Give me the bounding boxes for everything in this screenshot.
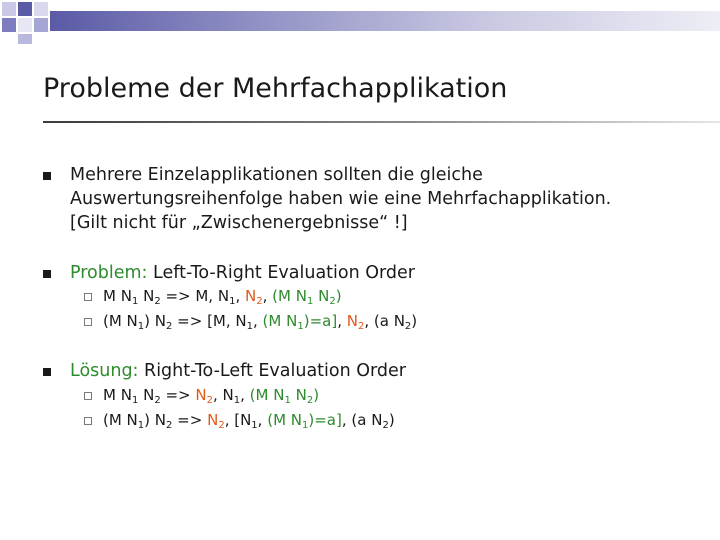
formula-fragment: 2 — [256, 296, 263, 307]
formula-fragment: (M N — [262, 312, 298, 330]
formula-fragment: , — [240, 386, 250, 404]
formula-fragment: 2 — [218, 420, 225, 431]
formula-fragment: 1 — [284, 395, 291, 406]
formula-fragment: 2 — [206, 395, 213, 406]
formula-fragment: 2 — [306, 395, 314, 406]
formula-fragment: , (a N — [341, 411, 383, 429]
formula-fragment: , — [337, 312, 347, 330]
formula-fragment: ) N — [144, 312, 167, 330]
formula-fragment: 2 — [154, 395, 161, 406]
hollow-square-bullet-icon — [84, 417, 92, 425]
square-bullet-icon — [43, 270, 51, 278]
formula-fragment: 1 — [302, 420, 309, 431]
formula-fragment: , — [262, 287, 273, 305]
formula-fragment: => — [160, 386, 196, 404]
formula-fragment: , — [257, 411, 268, 429]
formula-fragment: , — [253, 312, 263, 330]
formula-fragment: (M N — [103, 312, 138, 330]
hollow-square-bullet-icon — [84, 318, 92, 326]
formula-fragment: )=a] — [308, 411, 342, 429]
header-decoration — [0, 0, 720, 45]
bullet-2-sub-1 — [103, 286, 342, 306]
formula-fragment: 1 — [251, 420, 258, 431]
formula-fragment: 2 — [166, 321, 173, 332]
header-gradient-bar — [50, 11, 720, 31]
deco-square — [2, 18, 16, 32]
solution-label: Lösung: — [70, 361, 139, 381]
formula-fragment: N — [290, 386, 307, 404]
formula-fragment: ) — [335, 287, 342, 305]
bullet-3-sub-2 — [103, 410, 395, 430]
formula-fragment: 2 — [166, 420, 173, 431]
bullet-1-line-1: Mehrere Einzelapplikationen sollten die gleiche — [70, 165, 483, 185]
formula-fragment: 1 — [131, 296, 139, 307]
deco-square — [34, 2, 48, 16]
deco-square — [2, 2, 16, 16]
deco-square — [18, 34, 32, 44]
problem-label: Problem: — [70, 263, 148, 283]
formula-fragment: 2 — [404, 321, 412, 332]
formula-fragment: 2 — [329, 296, 336, 307]
square-bullet-icon — [43, 172, 51, 180]
deco-square — [18, 2, 32, 16]
formula-fragment: 1 — [137, 321, 145, 332]
formula-fragment: (M N — [103, 411, 138, 429]
formula-fragment: => M, N — [160, 287, 230, 305]
formula-fragment: 1 — [246, 321, 253, 332]
problem-text: Left-To-Right Evaluation Order — [147, 263, 415, 283]
formula-fragment: , (a N — [364, 312, 405, 330]
title-underline — [43, 121, 720, 123]
hollow-square-bullet-icon — [84, 392, 92, 400]
formula-fragment: 2 — [154, 296, 161, 307]
formula-fragment: ) — [411, 312, 418, 330]
formula-fragment: M N — [103, 287, 132, 305]
formula-fragment: N — [138, 386, 155, 404]
formula-fragment: (M N — [267, 411, 303, 429]
formula-fragment: 1 — [137, 420, 145, 431]
bullet-3-text — [70, 359, 406, 383]
formula-fragment: N — [244, 287, 257, 305]
solution-text: Right-To-Left Evaluation Order — [138, 361, 407, 381]
slide-title: Probleme der Mehrfachapplikation — [43, 73, 508, 104]
formula-fragment: => [M, N — [172, 312, 247, 330]
formula-fragment: M N — [103, 386, 132, 404]
formula-fragment: , [N — [224, 411, 252, 429]
formula-fragment: N — [313, 287, 330, 305]
bullet-3-sub-1 — [103, 385, 319, 405]
formula-fragment: 2 — [357, 321, 365, 332]
formula-fragment: N — [346, 312, 358, 330]
square-bullet-icon — [43, 368, 51, 376]
formula-fragment: 1 — [297, 321, 304, 332]
hollow-square-bullet-icon — [84, 293, 92, 301]
formula-fragment: 1 — [229, 296, 236, 307]
formula-fragment: , — [235, 287, 245, 305]
formula-fragment: N — [195, 386, 207, 404]
bullet-1-line-2: Auswertungsreihenfolge haben wie eine Mehrfachapplikation. — [70, 189, 612, 209]
formula-fragment: 1 — [233, 395, 241, 406]
formula-fragment: => — [172, 411, 208, 429]
formula-fragment: )=a] — [303, 312, 338, 330]
formula-fragment: (M N — [272, 287, 307, 305]
formula-fragment: 1 — [131, 395, 139, 406]
formula-fragment: 1 — [306, 296, 314, 307]
formula-fragment: 2 — [382, 420, 389, 431]
formula-fragment: N — [207, 411, 219, 429]
bullet-2-sub-2 — [103, 311, 417, 331]
deco-square — [18, 18, 32, 32]
formula-fragment: ) — [313, 386, 320, 404]
bullet-1-line-3: [Gilt nicht für „Zwischenergebnisse“ !] — [70, 213, 408, 233]
formula-fragment: (M N — [249, 386, 285, 404]
formula-fragment: ) — [388, 411, 395, 429]
bullet-2-text — [70, 261, 415, 285]
deco-square — [34, 18, 48, 32]
formula-fragment: N — [138, 287, 155, 305]
formula-fragment: , N — [212, 386, 234, 404]
formula-fragment: ) N — [144, 411, 167, 429]
